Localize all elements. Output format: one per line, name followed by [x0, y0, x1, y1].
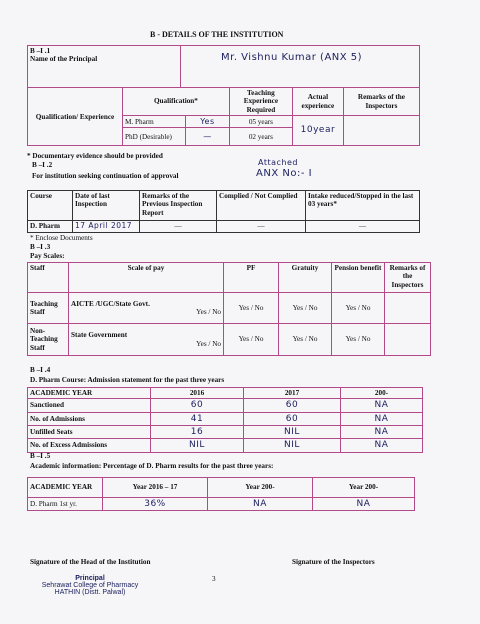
adm-cell: 60 — [285, 400, 299, 411]
adm-cell: NIL — [284, 440, 300, 451]
res-cell: NA — [253, 499, 267, 509]
res-col-2016: Year 2016 – 17 — [103, 478, 208, 498]
qual-mpharm-check: Yes — [200, 117, 215, 126]
nonteaching-yesno: Yes / No — [196, 339, 221, 348]
col-intake: Intake reduced/Stopped in the last 03 years* — [306, 191, 420, 221]
nonteaching-scale: State Government — [71, 331, 128, 340]
col-pf: PF — [224, 263, 279, 293]
doc-evidence-note: * Documentary evidence should be provided — [27, 152, 163, 160]
adm-cell: NA — [374, 426, 389, 437]
adm-col-2016: 2016 — [151, 388, 244, 399]
principal-name-handwritten: Mr. Vishnu Kumar (ANX 5) — [221, 52, 363, 63]
qual-exp-label: Qualification/ Experience — [28, 88, 123, 146]
sig-inspectors-label: Signature of the Inspectors — [292, 558, 375, 566]
teaching-pf: Yes / No — [224, 293, 279, 324]
enclose-note: * Enclose Documents — [30, 234, 93, 242]
section-id-b4: B –I .4 — [30, 366, 51, 374]
adm-cell: NIL — [189, 440, 205, 451]
adm-cell: 60 — [190, 400, 204, 411]
adm-cell: 60 — [285, 413, 299, 424]
page-number: 3 — [212, 575, 216, 583]
adm-cell: NIL — [284, 426, 300, 437]
res-cell: NA — [356, 499, 371, 509]
section-id-b5: B –I .5 — [30, 452, 51, 460]
adm-col-2017: 2017 — [244, 388, 341, 399]
teaching-scale: AICTE /UGC/State Govt. — [71, 299, 150, 308]
remarks-header: Remarks of the Inspectors — [343, 88, 419, 116]
qual-mpharm: M. Pharm — [123, 116, 186, 128]
nonteaching-pf: Yes / No — [224, 324, 279, 356]
col-complied: Complied / Not Complied — [217, 191, 306, 221]
res-cell: 36% — [144, 499, 166, 509]
adm-col-200: 200- — [341, 388, 423, 399]
page-title: B - DETAILS OF THE INSTITUTION — [150, 30, 284, 39]
pay-scales-table — [27, 262, 431, 356]
admission-label: D. Pharm Course: Admission statement for the past three years — [30, 376, 225, 384]
nonteaching-gratuity: Yes / No — [279, 324, 332, 356]
teaching-yesno: Yes / No — [196, 308, 221, 316]
res-col-year: ACADEMIC YEAR — [28, 478, 103, 498]
section-id-b3: B –I .3 — [30, 243, 51, 251]
continuation-table — [27, 190, 420, 233]
row-intake: — — [306, 221, 420, 233]
col-gratuity: Gratuity — [279, 263, 332, 293]
adm-cell: 41 — [190, 413, 204, 424]
qual-phd-check: — — [203, 132, 212, 142]
adm-row-label: Unfilled Seats — [28, 425, 151, 438]
col-date-inspection: Date of last Inspection — [73, 191, 140, 221]
teaching-gratuity: Yes / No — [279, 293, 332, 324]
principal-label: Name of the Principal — [30, 55, 98, 64]
res-col-200a: Year 200- — [208, 478, 313, 498]
teaching-pension: Yes / No — [332, 293, 385, 324]
adm-cell: NA — [374, 400, 389, 411]
col-scale: Scale of pay — [69, 263, 224, 293]
nonteaching-pension: Yes / No — [332, 324, 385, 356]
row-course: D. Pharm — [28, 221, 73, 233]
principal-stamp — [40, 575, 140, 596]
col-prev-remarks: Remarks of the Previous Inspection Report — [140, 191, 217, 221]
col-remarks: Remarks of the Inspectors — [385, 263, 431, 293]
adm-cell: NA — [374, 413, 389, 424]
sig-head-label: Signature of the Head of the Institution — [30, 558, 151, 566]
adm-cell: NA — [374, 440, 389, 451]
col-pension: Pension benefit — [332, 263, 385, 293]
row-complied: — — [217, 221, 306, 233]
teaching-exp-header: Teaching Experience Required — [229, 88, 292, 116]
required-mpharm: 05 years — [229, 116, 292, 128]
qualification-table — [27, 87, 420, 146]
admission-table — [27, 387, 423, 453]
col-course: Course — [28, 191, 73, 221]
stamp-line: HATHIN (Distt. Palwal) — [54, 589, 126, 596]
res-row-label: D. Pharm 1st yr. — [28, 498, 103, 511]
adm-cell: 16 — [190, 426, 204, 437]
qual-phd: PhD (Desirable) — [123, 128, 186, 146]
results-table — [27, 477, 415, 511]
principal-table — [27, 45, 420, 88]
academic-label: Academic information: Percentage of D. Pharm results for the past three years: — [30, 462, 274, 470]
actual-exp-handwritten: 10year — [300, 125, 336, 136]
row-remarks: — — [140, 221, 217, 233]
continuation-label: For institution seeking continuation of approval — [32, 172, 179, 180]
adm-col-year: ACADEMIC YEAR — [28, 388, 151, 399]
pay-scales-label: Pay Scales: — [30, 252, 65, 260]
adm-row-label: No. of Excess Admissions — [28, 439, 151, 452]
stamp-line: Sehrawat College of Pharmacy — [41, 582, 139, 589]
adm-row-label: No. of Admissions — [28, 412, 151, 425]
adm-row-label: Sanctioned — [28, 399, 151, 412]
section-id-b1: B –I .1 — [30, 47, 51, 55]
annex-note: ANX No:- I — [256, 168, 313, 179]
nonteaching-staff-label: Non-Teaching Staff — [28, 324, 69, 356]
actual-exp-header: Actual experience — [292, 88, 343, 116]
section-id-b2: B –I .2 — [32, 161, 53, 169]
stamp-line: Principal — [75, 575, 105, 582]
attached-note: Attached — [258, 158, 298, 167]
teaching-staff-label: Teaching Staff — [28, 293, 69, 324]
qualification-header: Qualification* — [123, 88, 230, 116]
required-phd: 02 years — [229, 128, 292, 146]
res-col-200b: Year 200- — [313, 478, 415, 498]
row-date-handwritten: 17 April 2017 — [75, 221, 133, 230]
col-staff: Staff — [28, 263, 69, 293]
